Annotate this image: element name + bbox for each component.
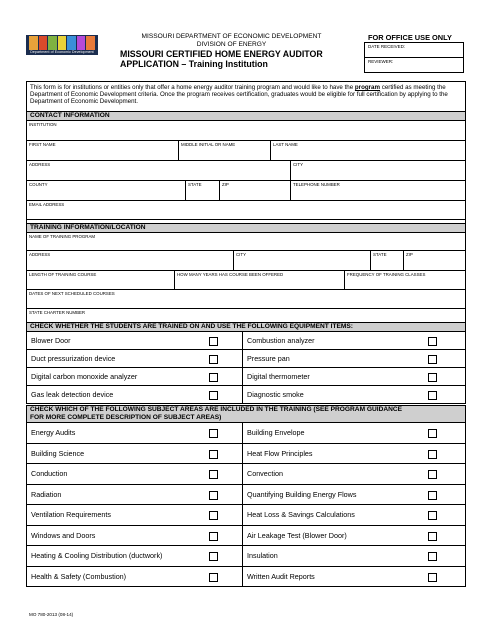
equipment-heading: CHECK WHETHER THE STUDENTS ARE TRAINED ON AND USE THE FOLLOWING EQUIPMENT ITEMS:: [27, 322, 465, 332]
course-length-row: [27, 271, 465, 290]
subjects-label: Convection: [247, 469, 283, 478]
form-header: [108, 33, 355, 69]
subjects-row: [27, 444, 465, 465]
subjects-row: [27, 546, 465, 567]
equipment-checkbox[interactable]: [209, 373, 218, 382]
subjects-label: Conduction: [31, 469, 68, 478]
equipment-label: Blower Door: [31, 336, 71, 345]
subjects-checkbox[interactable]: [428, 470, 437, 479]
subjects-item: [27, 526, 242, 546]
intro-emphasis: program: [354, 84, 381, 91]
subjects-label: Building Envelope: [247, 428, 305, 437]
subjects-item: [242, 485, 467, 505]
subjects-item: [27, 546, 242, 566]
address-row: [27, 161, 465, 181]
equipment-section: [26, 322, 466, 404]
logo-bar: [58, 36, 67, 50]
subjects-label: Windows and Doors: [31, 530, 96, 540]
city-field[interactable]: CITY: [290, 161, 467, 180]
equipment-label: Diagnostic smoke: [247, 390, 304, 399]
equipment-item: [242, 350, 467, 367]
subjects-item: [27, 567, 242, 587]
logo-bar: [86, 36, 95, 50]
subjects-row: [27, 505, 465, 526]
state-field[interactable]: STATE: [185, 181, 219, 200]
contact-heading: CONTACT INFORMATION: [27, 111, 465, 121]
equipment-item: [242, 332, 467, 349]
subjects-item: [242, 464, 467, 484]
reviewer-field: REVIEWER:: [365, 57, 463, 72]
institution-row: [27, 121, 465, 141]
frequency-field[interactable]: FREQUENCY OF TRAINING CLASSES: [344, 271, 467, 289]
course-length-field[interactable]: LENGTH OF TRAINING COURSE: [29, 272, 97, 277]
program-name-row: [27, 233, 465, 251]
subjects-checkbox[interactable]: [209, 552, 218, 561]
first-name-field[interactable]: FIRST NAME: [29, 142, 56, 147]
subjects-checkbox[interactable]: [428, 573, 437, 582]
subjects-item: [242, 423, 467, 443]
logo-bar: [39, 36, 48, 50]
subjects-row: [27, 423, 465, 444]
subjects-checkbox[interactable]: [428, 450, 437, 459]
middle-initial-field[interactable]: MIDDLE INITIAL OR NAME: [178, 141, 270, 160]
equipment-checkbox[interactable]: [428, 373, 437, 382]
subjects-item: [27, 464, 242, 484]
training-zip-field[interactable]: ZIP: [403, 251, 467, 270]
training-address-field[interactable]: ADDRESS: [29, 252, 51, 257]
name-row: [27, 141, 465, 161]
subjects-checkbox[interactable]: [209, 491, 218, 500]
telephone-field[interactable]: TELEPHONE NUMBER: [290, 181, 467, 200]
subjects-checkbox[interactable]: [428, 491, 437, 500]
training-city-field[interactable]: CITY: [233, 251, 370, 270]
training-state-field[interactable]: STATE: [370, 251, 403, 270]
subjects-label: Heat Loss & Savings Calculations: [247, 510, 355, 519]
office-use-block: [364, 33, 464, 73]
zip-field[interactable]: ZIP: [219, 181, 290, 200]
logo-color-bars: [26, 35, 98, 50]
date-received-field: DATE RECEIVED:: [368, 44, 406, 49]
institution-field[interactable]: INSTITUTION: [29, 122, 57, 127]
equipment-row: [27, 332, 465, 350]
equipment-row: [27, 350, 465, 368]
subjects-item: [27, 423, 242, 443]
training-heading: TRAINING INFORMATION/LOCATION: [27, 223, 465, 233]
equipment-item: [27, 386, 242, 403]
form-title: MISSOURI CERTIFIED HOME ENERGY AUDITOR: [120, 49, 323, 59]
subjects-label: Energy Audits: [31, 428, 76, 437]
subjects-checkbox[interactable]: [428, 552, 437, 561]
subjects-checkbox[interactable]: [428, 511, 437, 520]
program-name-field[interactable]: NAME OF TRAINING PROGRAM: [29, 234, 96, 239]
equipment-label: Digital thermometer: [247, 372, 310, 381]
subjects-item: [242, 505, 467, 525]
equipment-label: Combustion analyzer: [247, 336, 315, 345]
address-field[interactable]: ADDRESS: [29, 162, 51, 167]
subjects-checkbox[interactable]: [209, 470, 218, 479]
subjects-label: Heating & Cooling Distribution (ductwork): [31, 551, 163, 560]
subjects-heading: [27, 405, 465, 423]
subjects-row: [27, 526, 465, 547]
equipment-checkbox[interactable]: [209, 337, 218, 346]
training-address-row: [27, 251, 465, 271]
subjects-list: [27, 423, 465, 587]
subjects-item: [242, 526, 467, 546]
email-row: [27, 201, 465, 220]
logo-bar: [77, 36, 86, 50]
subjects-checkbox[interactable]: [209, 532, 218, 541]
equipment-checkbox[interactable]: [209, 355, 218, 364]
equipment-list: [27, 332, 465, 404]
office-use-title: FOR OFFICE USE ONLY: [368, 33, 452, 42]
equipment-label: Pressure pan: [247, 354, 290, 363]
agency-name: MISSOURI DEPARTMENT OF ECONOMIC DEVELOPMENT: [141, 33, 322, 40]
subjects-checkbox[interactable]: [428, 429, 437, 438]
subjects-row: [27, 567, 465, 588]
subjects-label: Health & Safety (Combustion): [31, 571, 127, 581]
subjects-label: Ventilation Requirements: [31, 510, 111, 519]
intro-paragraph: [26, 81, 466, 111]
subjects-label: Building Science: [31, 448, 85, 458]
county-row: [27, 181, 465, 201]
subjects-checkbox[interactable]: [209, 511, 218, 520]
office-use-box: [364, 42, 464, 73]
equipment-item: [27, 332, 242, 349]
subjects-item: [242, 567, 467, 587]
subjects-heading-line2: FOR MORE COMPLETE DESCRIPTION OF SUBJECT AREAS): [30, 414, 222, 421]
contact-training-section: [26, 111, 466, 329]
form-number: MO 780-2013 (08-14): [29, 612, 74, 617]
logo-bar: [67, 36, 76, 50]
next-dates-field[interactable]: DATES OF NEXT SCHEDULED COURSES: [29, 291, 115, 296]
division-name: DIVISION OF ENERGY: [196, 41, 267, 48]
department-logo: [26, 35, 98, 55]
subjects-row: [27, 464, 465, 485]
subjects-label: Written Audit Reports: [247, 571, 315, 581]
intro-text-2: certified as meeting the Department of Economic Development criteria. Once the program receives certification, graduates would be eligible for full certification by applying to the Department of Economic Development.: [30, 84, 448, 106]
equipment-label: Gas leak detection device: [31, 390, 114, 399]
last-name-field[interactable]: LAST NAME: [270, 141, 467, 160]
subjects-checkbox[interactable]: [428, 532, 437, 541]
next-dates-row: [27, 290, 465, 309]
equipment-item: [27, 350, 242, 367]
equipment-item: [242, 386, 467, 403]
subjects-row: [27, 485, 465, 506]
equipment-checkbox[interactable]: [428, 391, 437, 400]
equipment-item: [242, 368, 467, 385]
county-field[interactable]: COUNTY: [29, 182, 48, 187]
subjects-label: Insulation: [247, 551, 278, 560]
subjects-label: Air Leakage Test (Blower Door): [247, 530, 347, 540]
subjects-item: [27, 444, 242, 464]
intro-text-1: This form is for institutions or entities only that offer a home energy auditor training program and would like to have the: [30, 84, 355, 91]
charter-number-field[interactable]: STATE CHARTER NUMBER: [29, 310, 86, 315]
years-offered-field[interactable]: HOW MANY YEARS HAS COURSE BEEN OFFERED: [174, 271, 344, 289]
subjects-label: Heat Flow Principles: [247, 448, 313, 458]
equipment-label: Digital carbon monoxide analyzer: [31, 372, 138, 381]
subjects-item: [242, 444, 467, 464]
form-subtitle: APPLICATION – Training Institution: [120, 59, 268, 69]
subjects-item: [242, 546, 467, 566]
equipment-row: [27, 386, 465, 404]
logo-bar: [29, 36, 38, 50]
equipment-label: Duct pressurization device: [31, 354, 116, 363]
subjects-checkbox[interactable]: [209, 573, 218, 582]
subjects-checkbox[interactable]: [209, 429, 218, 438]
subjects-item: [27, 505, 242, 525]
subjects-label: Radiation: [31, 489, 62, 499]
equipment-checkbox[interactable]: [428, 355, 437, 364]
equipment-item: [27, 368, 242, 385]
subjects-section: [26, 405, 466, 587]
equipment-row: [27, 368, 465, 386]
subjects-label: Quantifying Building Energy Flows: [247, 489, 357, 499]
equipment-checkbox[interactable]: [428, 337, 437, 346]
subjects-checkbox[interactable]: [209, 450, 218, 459]
email-field[interactable]: EMAIL ADDRESS: [29, 202, 65, 207]
subjects-heading-line1: CHECK WHICH OF THE FOLLOWING SUBJECT AREAS ARE INCLUDED IN THE TRAINING (SEE PROGRAM GUIDANCE: [30, 406, 403, 413]
equipment-checkbox[interactable]: [209, 391, 218, 400]
logo-bar: [48, 36, 57, 50]
logo-tagline: Department of Economic Development: [30, 50, 94, 54]
subjects-item: [27, 485, 242, 505]
